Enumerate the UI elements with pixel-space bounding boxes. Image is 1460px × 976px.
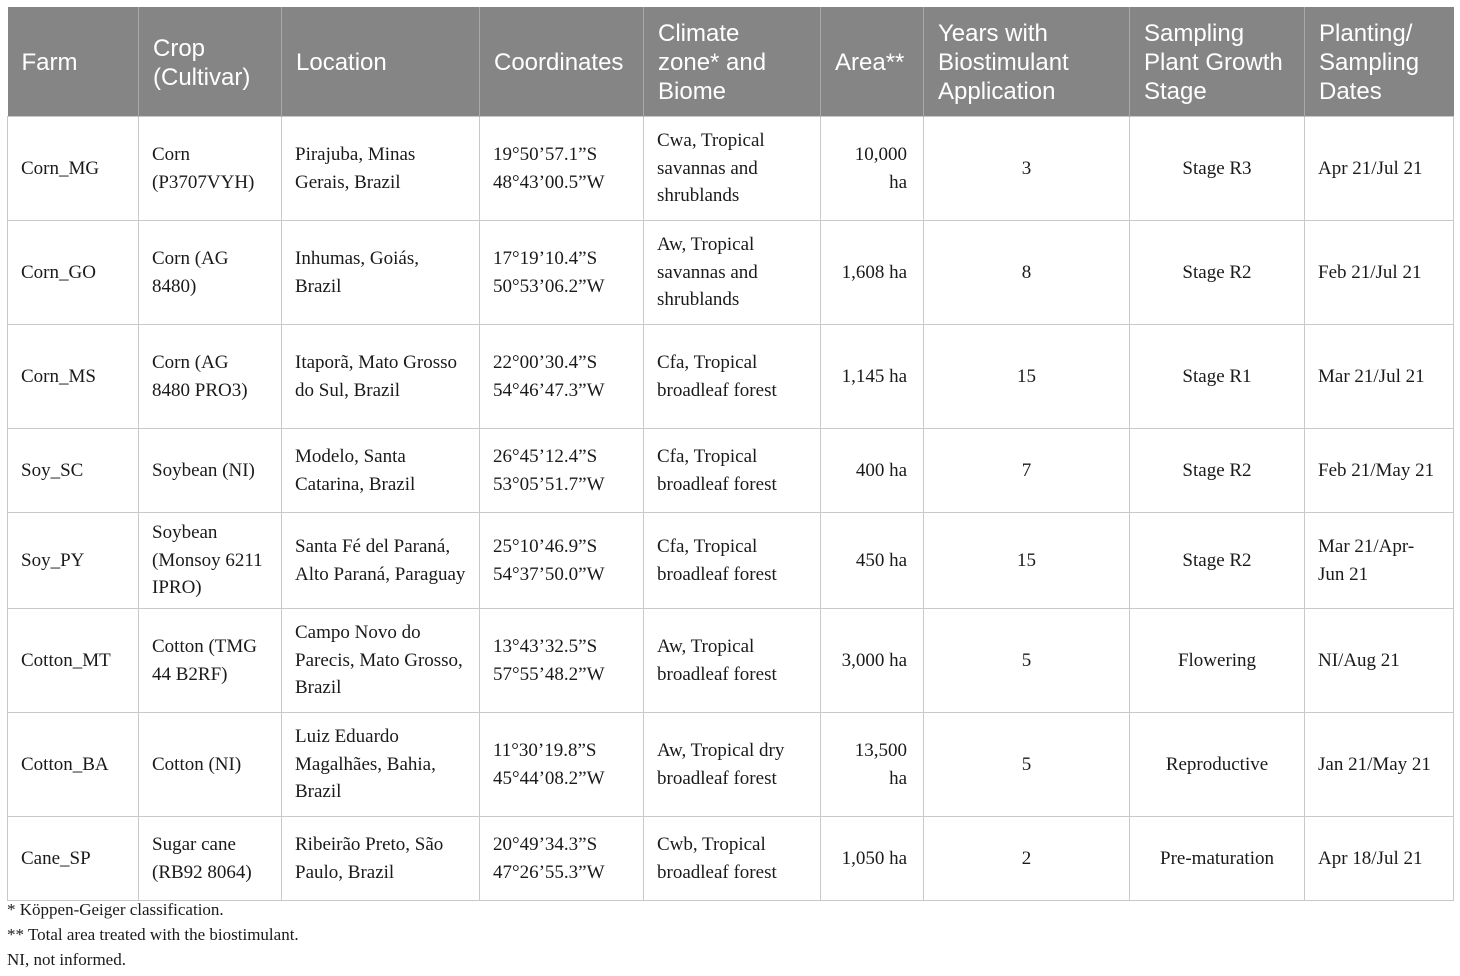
cell-coordinates: 22°00’30.4”S 54°46’47.3”W — [480, 325, 644, 429]
cell-growth-stage: Stage R2 — [1130, 429, 1305, 513]
cell-years: 15 — [924, 513, 1130, 609]
cell-dates: Mar 21/Jul 21 — [1305, 325, 1454, 429]
header-years: Years with Biostimulant Application — [924, 7, 1130, 117]
cell-years: 3 — [924, 117, 1130, 221]
table-header — [8, 7, 1454, 117]
header-row — [8, 7, 1454, 117]
cell-farm: Cotton_MT — [8, 609, 139, 713]
cell-dates: NI/Aug 21 — [1305, 609, 1454, 713]
cell-growth-stage: Stage R2 — [1130, 221, 1305, 325]
table-row — [8, 325, 1454, 429]
table-row — [8, 513, 1454, 609]
cell-coordinates: 11°30’19.8”S 45°44’08.2”W — [480, 713, 644, 817]
cell-crop: Cotton (NI) — [139, 713, 282, 817]
table-footnotes — [7, 897, 299, 972]
table-row — [8, 221, 1454, 325]
cell-growth-stage: Stage R3 — [1130, 117, 1305, 221]
cell-location: Santa Fé del Paraná, Alto Paraná, Paraguay — [282, 513, 480, 609]
cell-climate: Cfa, Tropical broadleaf forest — [644, 513, 821, 609]
cell-years: 8 — [924, 221, 1130, 325]
cell-dates: Mar 21/Apr-Jun 21 — [1305, 513, 1454, 609]
table-row — [8, 429, 1454, 513]
footnote-area: ** Total area treated with the biostimulant. — [7, 925, 299, 944]
table-row — [8, 817, 1454, 901]
cell-coordinates: 25°10’46.9”S 54°37’50.0”W — [480, 513, 644, 609]
farm-table — [7, 7, 1454, 901]
cell-crop: Soybean (NI) — [139, 429, 282, 513]
cell-years: 7 — [924, 429, 1130, 513]
header-coordinates: Coordinates — [480, 7, 644, 117]
footnote-koppen: * Köppen-Geiger classification. — [7, 900, 224, 919]
table-row — [8, 117, 1454, 221]
cell-crop: Soybean (Monsoy 6211 IPRO) — [139, 513, 282, 609]
cell-crop: Sugar cane (RB92 8064) — [139, 817, 282, 901]
cell-farm: Cotton_BA — [8, 713, 139, 817]
header-location: Location — [282, 7, 480, 117]
cell-crop: Corn (AG 8480 PRO3) — [139, 325, 282, 429]
cell-crop: Corn (AG 8480) — [139, 221, 282, 325]
footnote-ni: NI, not informed. — [7, 950, 126, 969]
cell-growth-stage: Pre-maturation — [1130, 817, 1305, 901]
header-climate: Climate zone* and Biome — [644, 7, 821, 117]
cell-location: Luiz Eduardo Magalhães, Bahia, Brazil — [282, 713, 480, 817]
cell-dates: Feb 21/Jul 21 — [1305, 221, 1454, 325]
cell-years: 2 — [924, 817, 1130, 901]
cell-dates: Apr 21/Jul 21 — [1305, 117, 1454, 221]
header-crop: Crop (Cultivar) — [139, 7, 282, 117]
cell-farm: Corn_GO — [8, 221, 139, 325]
cell-location: Campo Novo do Parecis, Mato Grosso, Brazil — [282, 609, 480, 713]
cell-coordinates: 13°43’32.5”S 57°55’48.2”W — [480, 609, 644, 713]
cell-years: 5 — [924, 609, 1130, 713]
cell-climate: Cwa, Tropical savannas and shrublands — [644, 117, 821, 221]
cell-coordinates: 20°49’34.3”S 47°26’55.3”W — [480, 817, 644, 901]
cell-area: 1,050 ha — [821, 817, 924, 901]
header-farm: Farm — [8, 7, 139, 117]
table-row — [8, 713, 1454, 817]
cell-crop: Corn (P3707VYH) — [139, 117, 282, 221]
cell-area: 400 ha — [821, 429, 924, 513]
cell-area: 1,145 ha — [821, 325, 924, 429]
cell-dates: Apr 18/Jul 21 — [1305, 817, 1454, 901]
cell-climate: Cfa, Tropical broadleaf forest — [644, 325, 821, 429]
header-area: Area** — [821, 7, 924, 117]
cell-farm: Soy_SC — [8, 429, 139, 513]
cell-area: 1,608 ha — [821, 221, 924, 325]
table-row — [8, 609, 1454, 713]
cell-location: Pirajuba, Minas Gerais, Brazil — [282, 117, 480, 221]
cell-climate: Aw, Tropical savannas and shrublands — [644, 221, 821, 325]
cell-growth-stage: Stage R2 — [1130, 513, 1305, 609]
cell-location: Modelo, Santa Catarina, Brazil — [282, 429, 480, 513]
cell-dates: Jan 21/May 21 — [1305, 713, 1454, 817]
cell-farm: Soy_PY — [8, 513, 139, 609]
cell-farm: Corn_MS — [8, 325, 139, 429]
cell-growth-stage: Stage R1 — [1130, 325, 1305, 429]
cell-growth-stage: Reproductive — [1130, 713, 1305, 817]
cell-climate: Aw, Tropical broadleaf forest — [644, 609, 821, 713]
cell-location: Itaporã, Mato Grosso do Sul, Brazil — [282, 325, 480, 429]
cell-coordinates: 17°19’10.4”S 50°53’06.2”W — [480, 221, 644, 325]
cell-farm: Corn_MG — [8, 117, 139, 221]
cell-climate: Aw, Tropical dry broadleaf forest — [644, 713, 821, 817]
cell-climate: Cwb, Tropical broadleaf forest — [644, 817, 821, 901]
cell-farm: Cane_SP — [8, 817, 139, 901]
header-dates: Planting/ Sampling Dates — [1305, 7, 1454, 117]
cell-area: 13,500 ha — [821, 713, 924, 817]
cell-dates: Feb 21/May 21 — [1305, 429, 1454, 513]
cell-area: 450 ha — [821, 513, 924, 609]
table-body — [8, 117, 1454, 901]
cell-growth-stage: Flowering — [1130, 609, 1305, 713]
cell-area: 3,000 ha — [821, 609, 924, 713]
cell-area: 10,000 ha — [821, 117, 924, 221]
cell-coordinates: 26°45’12.4”S 53°05’51.7”W — [480, 429, 644, 513]
cell-years: 5 — [924, 713, 1130, 817]
cell-location: Ribeirão Preto, São Paulo, Brazil — [282, 817, 480, 901]
cell-crop: Cotton (TMG 44 B2RF) — [139, 609, 282, 713]
cell-location: Inhumas, Goiás, Brazil — [282, 221, 480, 325]
farm-table-container — [7, 7, 1453, 901]
cell-coordinates: 19°50’57.1”S 48°43’00.5”W — [480, 117, 644, 221]
cell-climate: Cfa, Tropical broadleaf forest — [644, 429, 821, 513]
cell-years: 15 — [924, 325, 1130, 429]
header-growth-stage: Sampling Plant Growth Stage — [1130, 7, 1305, 117]
